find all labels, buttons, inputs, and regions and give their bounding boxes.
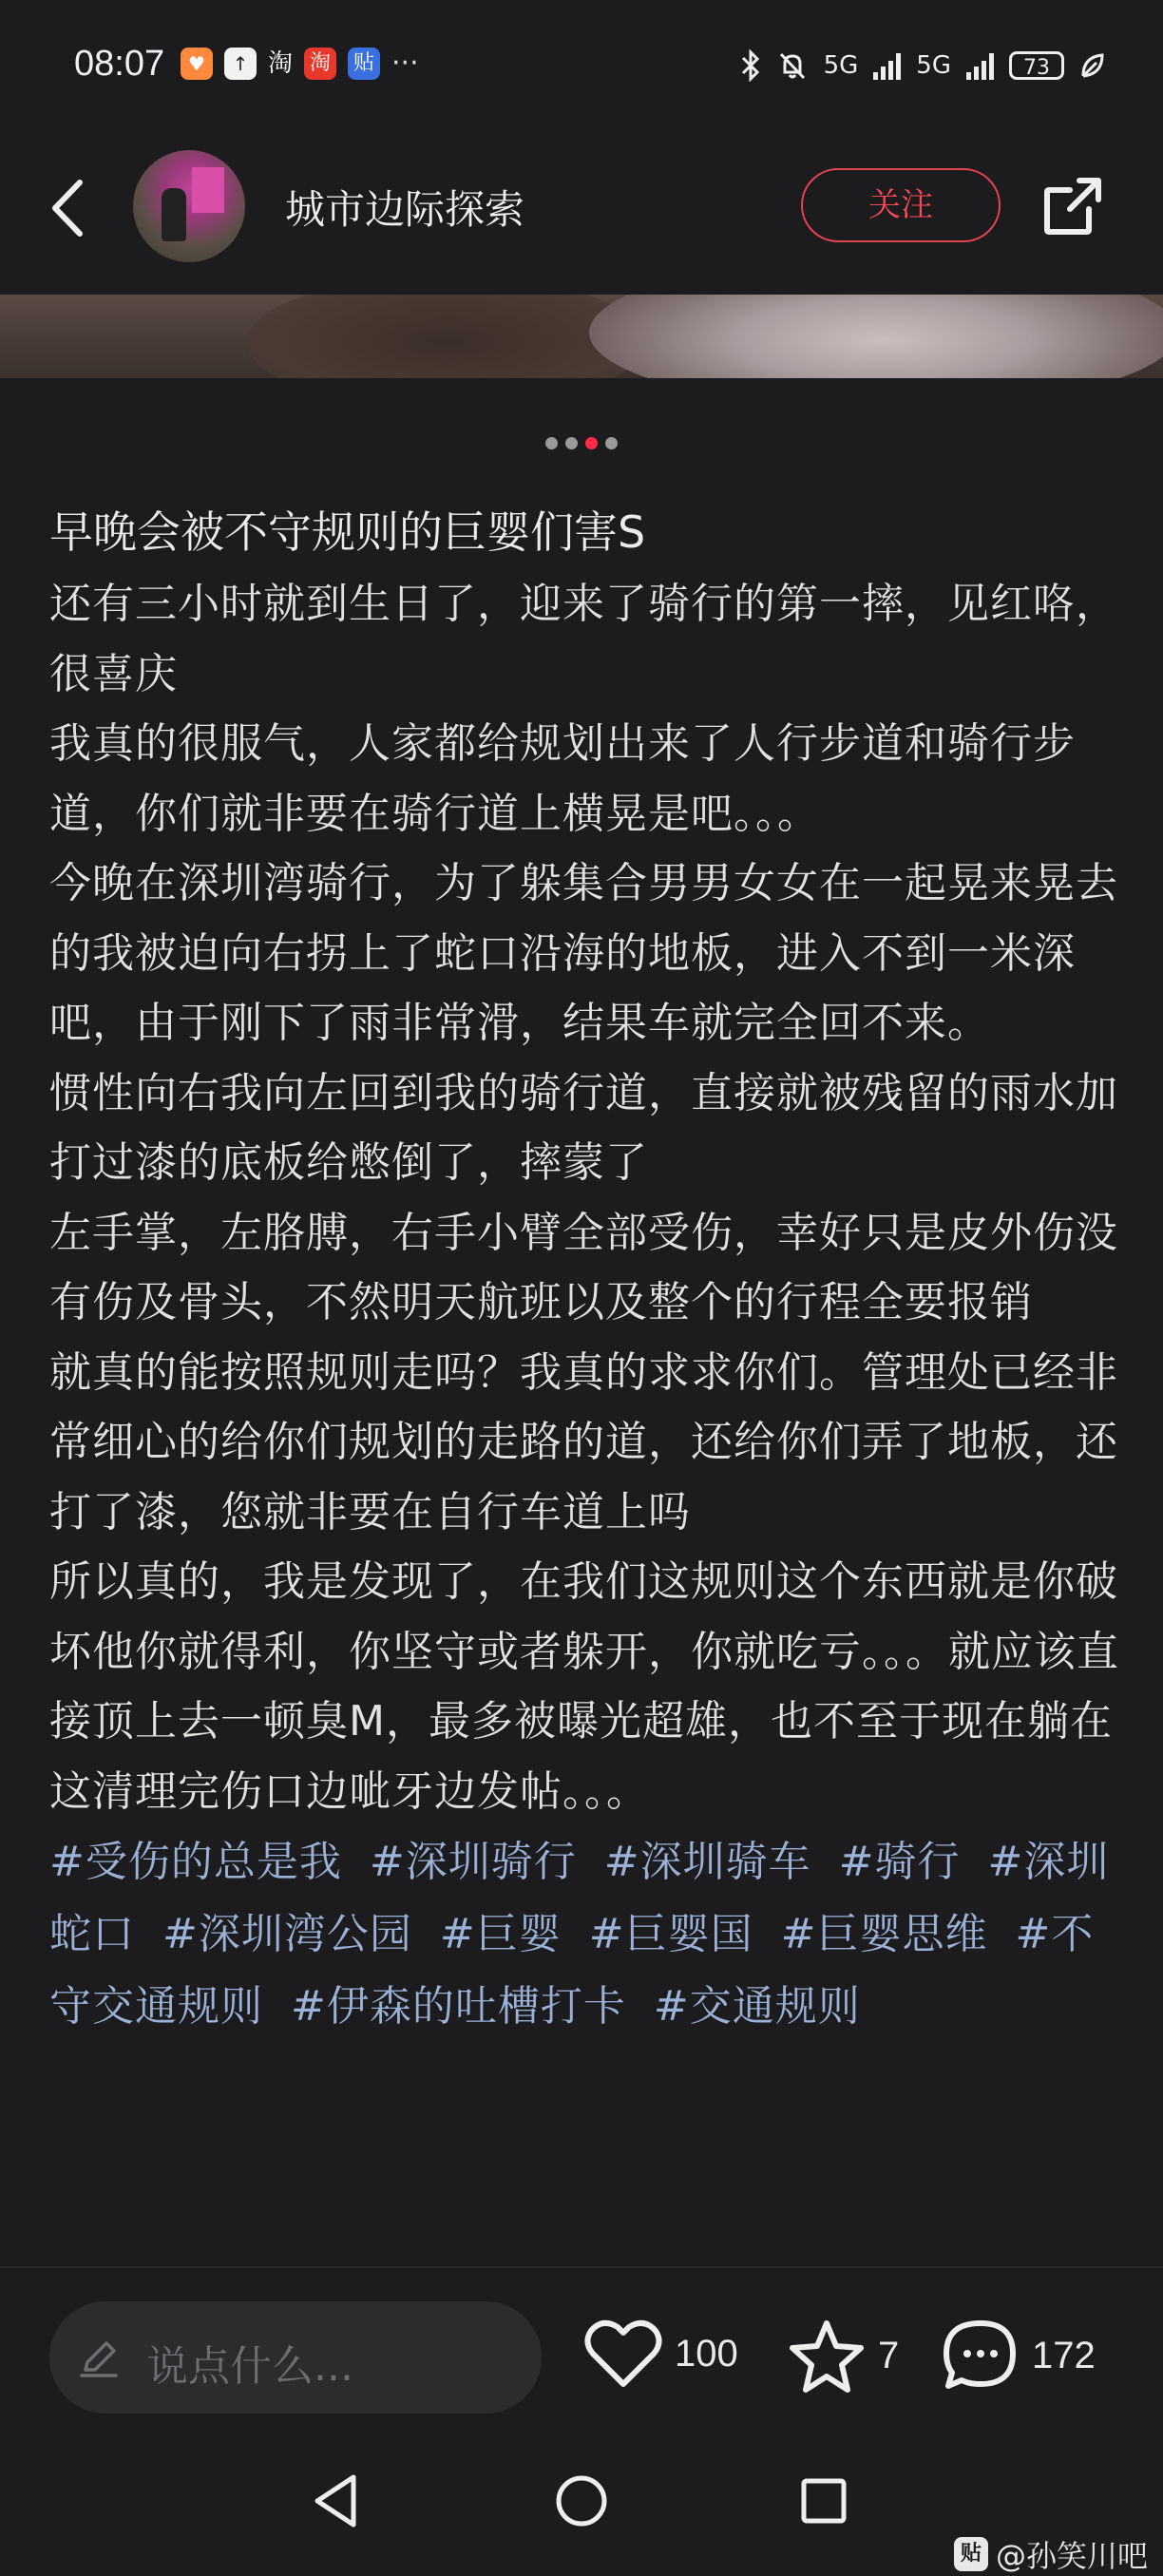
leaf-icon — [1079, 51, 1106, 80]
taobao-icon: 淘 — [268, 49, 294, 78]
favorite-button[interactable] — [787, 2318, 899, 2394]
like-button[interactable] — [583, 2318, 738, 2390]
hashtag[interactable]: #深圳湾公园 — [162, 1910, 412, 1958]
hashtag-list — [49, 1826, 1123, 2043]
tieba-logo-icon: 贴 — [954, 2537, 988, 2571]
post-title: 早晚会被不守规则的巨婴们害S — [49, 506, 646, 558]
network-type-2: 5G — [916, 51, 951, 80]
more-notifications-icon: ··· — [391, 47, 419, 80]
carousel-dot — [565, 437, 578, 449]
mute-bell-icon — [776, 49, 809, 82]
network-type-1: 5G — [823, 51, 859, 80]
bottom-action-bar — [0, 2266, 1163, 2439]
like-count: 100 — [675, 2332, 738, 2375]
star-icon — [787, 2318, 867, 2394]
hashtag[interactable]: #巨婴国 — [588, 1910, 753, 1958]
signal-strength-2-icon — [966, 51, 994, 80]
system-nav-bar — [0, 2437, 1163, 2574]
upload-icon: ↑ — [224, 48, 257, 80]
comment-button[interactable] — [941, 2318, 1096, 2394]
hashtag[interactable]: #深圳骑行 — [369, 1838, 577, 1886]
author-avatar[interactable] — [133, 150, 245, 262]
share-icon[interactable] — [1041, 175, 1104, 238]
hashtag[interactable]: #深圳骑车 — [603, 1838, 811, 1886]
comment-input[interactable] — [49, 2301, 542, 2414]
post-paragraph: 还有三小时就到生日了，迎来了骑行的第一摔，见红咯，很喜庆 — [49, 580, 1118, 698]
carousel-dot — [585, 437, 598, 449]
post-paragraph: 今晚在深圳湾骑行，为了躲集合男男女女在一起晃来晃去的我被迫向右拐上了蛇口沿海的地板，进入不到一米深吧，由于刚下了雨非常滑，结果车就完全回不来。 — [49, 859, 1118, 1047]
taobao-red-icon: 淘 — [304, 48, 336, 80]
battery-indicator: 73 — [1009, 51, 1064, 80]
pencil-icon — [76, 2336, 122, 2381]
post-paragraph: 左手掌，左胳膊，右手小臂全部受伤，幸好只是皮外伤没有伤及骨头，不然明天航班以及整个的行程全要报销 — [49, 1208, 1118, 1326]
post-paragraph: 惯性向右我向左回到我的骑行道，直接就被残留的雨水加打过漆的底板给憋倒了，摔蒙了 — [49, 1068, 1118, 1187]
hashtag[interactable]: #深圳蛇口 — [49, 1838, 1110, 1958]
post-content — [49, 499, 1123, 2043]
tieba-icon: 贴 — [348, 48, 380, 80]
status-time: 08:07 — [74, 44, 165, 84]
shopping-app-icon: ♥ — [181, 48, 213, 80]
hashtag[interactable]: #骑行 — [838, 1838, 961, 1886]
hashtag[interactable]: #受伤的总是我 — [49, 1838, 342, 1886]
favorite-count: 7 — [878, 2334, 900, 2376]
carousel-dot — [605, 437, 618, 449]
hashtag[interactable]: #交通规则 — [653, 1982, 861, 2031]
status-bar — [0, 0, 1163, 133]
post-paragraph: 就真的能按照规则走吗？我真的求求你们。管理处已经非常细心的给你们规划的走路的道，还给你们弄了地板，还打了漆，您就非要在自行车道上吗 — [49, 1347, 1118, 1536]
comment-placeholder: 说点什么... — [146, 2342, 353, 2391]
hashtag[interactable]: #不守交通规则 — [49, 1910, 1095, 2031]
comment-count: 172 — [1032, 2334, 1096, 2376]
carousel-indicator — [0, 437, 1163, 449]
post-image[interactable] — [0, 295, 1163, 378]
hashtag[interactable]: #巨婴 — [439, 1910, 562, 1958]
back-arrow-icon[interactable] — [42, 175, 99, 241]
nav-recents-icon[interactable] — [791, 2468, 857, 2534]
hashtag[interactable]: #巨婴思维 — [780, 1910, 988, 1958]
post-paragraph: 所以真的，我是发现了，在我们这规则这个东西就是你破坏他你就得利，你坚守或者躲开，你就吃亏。。。就应该直接顶上去一顿臭M，最多被曝光超雄，也不至于现在躺在这清理完伤口边呲牙边发帖。。。 — [49, 1557, 1119, 1816]
hashtag[interactable]: #伊森的吐槽打卡 — [291, 1982, 626, 2031]
nav-home-icon[interactable] — [548, 2468, 615, 2534]
nav-back-icon[interactable] — [304, 2468, 371, 2534]
post-header — [0, 143, 1163, 276]
signal-strength-1-icon — [873, 51, 901, 80]
bluetooth-icon — [740, 49, 761, 82]
author-name[interactable]: 城市边际探索 — [285, 186, 525, 233]
watermark-text: @孙笑川吧 — [995, 2538, 1148, 2574]
follow-button[interactable]: 关注 — [801, 168, 1001, 242]
comment-bubble-icon — [941, 2318, 1020, 2394]
watermark — [954, 2532, 1148, 2576]
heart-icon — [583, 2318, 663, 2390]
carousel-dot — [545, 437, 558, 449]
status-indicators — [740, 49, 1106, 82]
notification-icons — [181, 48, 419, 80]
post-paragraph: 我真的很服气，人家都给规划出来了人行步道和骑行步道，你们就非要在骑行道上横晃是吧。。。 — [49, 719, 1076, 838]
